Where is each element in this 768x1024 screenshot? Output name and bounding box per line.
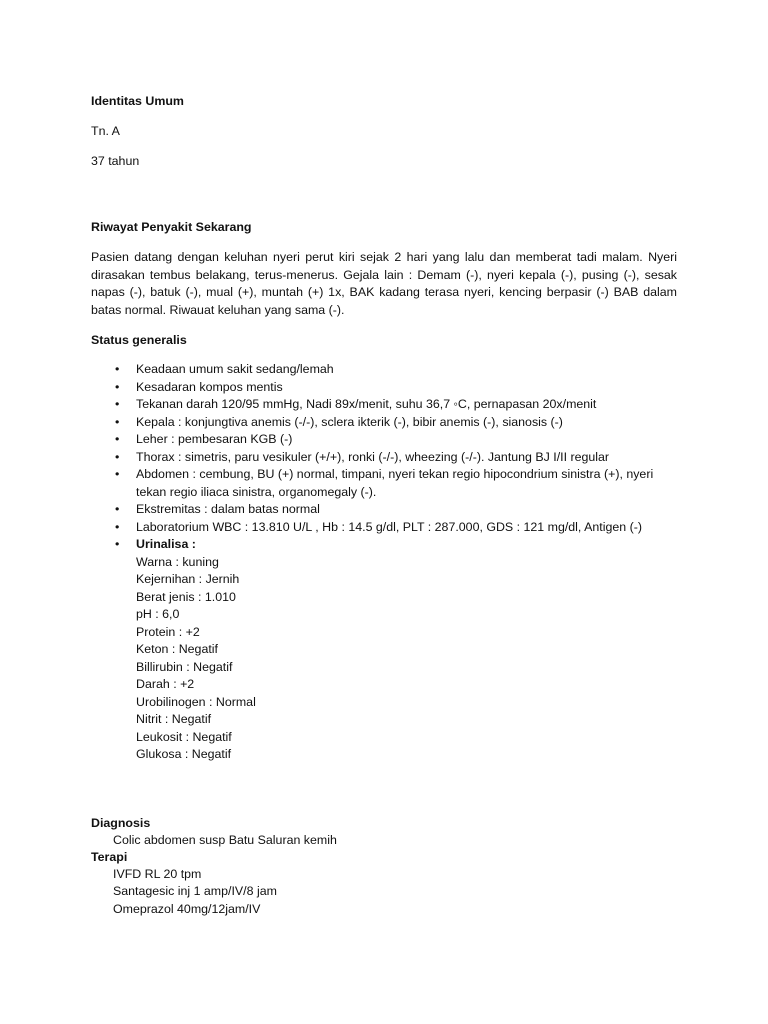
terapi-item: Santagesic inj 1 amp/IV/8 jam (113, 884, 277, 898)
urinalisa-line: Glukosa : Negatif (136, 747, 232, 761)
bullet-icon: • (115, 397, 120, 411)
urinalisa-line: Berat jenis : 1.010 (136, 589, 236, 604)
status-item: • Keadaan umum sakit sedang/lemah (91, 361, 681, 379)
terapi-item: Omeprazol 40mg/12jam/IV (113, 902, 261, 916)
bullet-icon: • (115, 467, 120, 481)
status-item: • Laboratorium WBC : 13.810 U/L , Hb : 14.5 g/dl, PLT : 287.000, GDS : 121 mg/dl, Antigen (-) (91, 519, 681, 537)
bullet-icon: • (115, 537, 120, 551)
urinalisa-line: Keton : Negatif (136, 642, 218, 656)
bullet-icon: • (115, 379, 120, 394)
bullet-icon: • (115, 519, 120, 534)
urinalisa-line: Billirubin : Negatif (136, 659, 233, 674)
status-item: • Kepala : konjungtiva anemis (-/-), sclera ikterik (-), bibir anemis (-), sianosis (-) (91, 414, 681, 432)
diagnosis-text: Colic abdomen susp Batu Saluran kemih (113, 833, 337, 847)
status-item: • Kesadaran kompos mentis (91, 379, 681, 397)
bullet-icon: • (115, 502, 120, 516)
status-item: • Thorax : simetris, paru vesikuler (+/+), ronki (-/-), wheezing (-/-). Jantung BJ I/II regular (91, 449, 681, 467)
bullet-icon: • (115, 362, 120, 376)
status-heading: Status generalis (91, 333, 187, 347)
status-item: • Abdomen : cembung, BU (+) normal, timpani, nyeri tekan regio hipocondrium sinistra (+), nyeri tekan regio iliaca sinistra, organomegaly (-). (115, 467, 654, 499)
urinalisa-line: Protein : +2 (136, 624, 200, 639)
terapi-item: IVFD RL 20 tpm (113, 867, 202, 881)
urinalisa-line: Warna : kuning (136, 554, 219, 569)
urinalisa-line: Kejernihan : Jernih (136, 572, 240, 586)
patient-name: Tn. A (91, 124, 120, 138)
bullet-icon: • (115, 414, 120, 429)
terapi-heading: Terapi (91, 850, 128, 864)
urinalisa-line: Nitrit : Negatif (136, 712, 212, 726)
urinalisa-line: Leukosit : Negatif (136, 729, 232, 744)
bullet-icon: • (115, 432, 120, 446)
urinalisa-label: Urinalisa : (136, 537, 196, 551)
riwayat-heading: Riwayat Penyakit Sekarang (91, 220, 252, 234)
patient-age: 37 tahun (91, 154, 140, 168)
urinalisa-line: pH : 6,0 (136, 607, 180, 621)
urinalisa-item (91, 536, 681, 764)
status-item: • Ekstremitas : dalam batas normal (91, 501, 681, 519)
identitas-heading: Identitas Umum (91, 94, 184, 108)
bullet-icon: • (115, 449, 120, 464)
status-item: • Tekanan darah 120/95 mmHg, Nadi 89x/menit, suhu 36,7 ◦C, pernapasan 20x/menit (91, 396, 681, 414)
urinalisa-line: Urobilinogen : Normal (136, 694, 256, 709)
diagnosis-heading: Diagnosis (91, 816, 151, 830)
urinalisa-line: Darah : +2 (136, 677, 195, 691)
status-list (91, 361, 681, 764)
status-item: • Leher : pembesaran KGB (-) (91, 431, 681, 449)
riwayat-paragraph: Pasien datang dengan keluhan nyeri perut kiri sejak 2 hari yang lalu dan memberat tadi malam. Nyeri dirasakan tembus belakang, terus-menerus. Gejala lain : Demam (-), nyeri kepala (-), pusing (-), sesak napas (-), batuk (-), mual (+), muntah (+) 1x, BAK kadang terasa nyeri, kencing berpasir (-) BAB dalam batas normal. Riwauat keluhan yang sama (-). (91, 250, 677, 317)
